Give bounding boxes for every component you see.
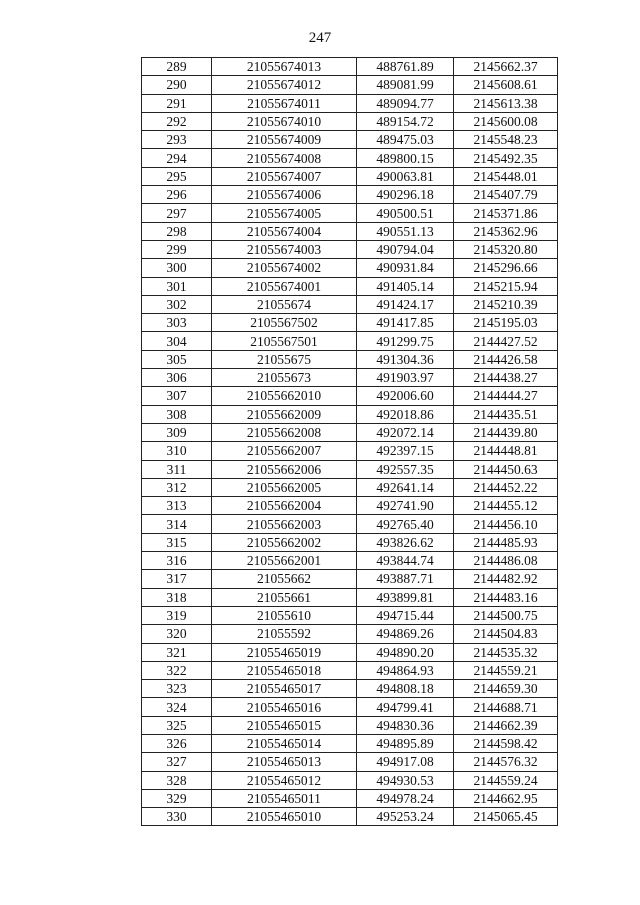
x-coordinate-cell: 489094.77	[357, 94, 454, 112]
x-coordinate-cell: 491424.17	[357, 295, 454, 313]
point-id-cell: 21055674002	[212, 259, 357, 277]
table-row	[142, 332, 558, 350]
x-coordinate-cell: 488761.89	[357, 58, 454, 76]
table-row	[142, 240, 558, 258]
point-id-cell: 2105567501	[212, 332, 357, 350]
x-coordinate-cell: 491304.36	[357, 350, 454, 368]
y-coordinate-cell: 2144444.27	[454, 387, 558, 405]
x-coordinate-cell: 490296.18	[357, 186, 454, 204]
point-id-cell: 21055674013	[212, 58, 357, 76]
y-coordinate-cell: 2144452.22	[454, 478, 558, 496]
y-coordinate-cell: 2144427.52	[454, 332, 558, 350]
y-coordinate-cell: 2145362.96	[454, 222, 558, 240]
point-id-cell: 2105567502	[212, 314, 357, 332]
x-coordinate-cell: 489081.99	[357, 76, 454, 94]
x-coordinate-cell: 490500.51	[357, 204, 454, 222]
x-coordinate-cell: 494978.24	[357, 789, 454, 807]
row-index-cell: 309	[142, 423, 212, 441]
point-id-cell: 21055465014	[212, 734, 357, 752]
x-coordinate-cell: 490551.13	[357, 222, 454, 240]
row-index-cell: 324	[142, 698, 212, 716]
row-index-cell: 315	[142, 533, 212, 551]
row-index-cell: 313	[142, 497, 212, 515]
x-coordinate-cell: 492641.14	[357, 478, 454, 496]
x-coordinate-cell: 491299.75	[357, 332, 454, 350]
x-coordinate-cell: 494930.53	[357, 771, 454, 789]
y-coordinate-cell: 2144435.51	[454, 405, 558, 423]
row-index-cell: 318	[142, 588, 212, 606]
row-index-cell: 330	[142, 808, 212, 826]
point-id-cell: 21055674003	[212, 240, 357, 258]
row-index-cell: 326	[142, 734, 212, 752]
y-coordinate-cell: 2145195.03	[454, 314, 558, 332]
point-id-cell: 21055662009	[212, 405, 357, 423]
point-id-cell: 21055661	[212, 588, 357, 606]
point-id-cell: 21055674008	[212, 149, 357, 167]
y-coordinate-cell: 2145492.35	[454, 149, 558, 167]
x-coordinate-cell: 489800.15	[357, 149, 454, 167]
point-id-cell: 21055465015	[212, 716, 357, 734]
x-coordinate-cell: 489475.03	[357, 131, 454, 149]
row-index-cell: 292	[142, 112, 212, 130]
coordinates-table	[141, 57, 558, 826]
x-coordinate-cell: 493826.62	[357, 533, 454, 551]
x-coordinate-cell: 493899.81	[357, 588, 454, 606]
point-id-cell: 21055662002	[212, 533, 357, 551]
point-id-cell: 21055662008	[212, 423, 357, 441]
table-row	[142, 808, 558, 826]
point-id-cell: 21055465013	[212, 753, 357, 771]
y-coordinate-cell: 2144482.92	[454, 570, 558, 588]
table-row	[142, 515, 558, 533]
y-coordinate-cell: 2145320.80	[454, 240, 558, 258]
row-index-cell: 322	[142, 661, 212, 679]
row-index-cell: 303	[142, 314, 212, 332]
point-id-cell: 21055465016	[212, 698, 357, 716]
table-row	[142, 222, 558, 240]
table-row	[142, 295, 558, 313]
point-id-cell: 21055465011	[212, 789, 357, 807]
row-index-cell: 328	[142, 771, 212, 789]
row-index-cell: 327	[142, 753, 212, 771]
table-row	[142, 167, 558, 185]
point-id-cell: 21055673	[212, 369, 357, 387]
table-row	[142, 369, 558, 387]
table-row	[142, 186, 558, 204]
row-index-cell: 308	[142, 405, 212, 423]
row-index-cell: 294	[142, 149, 212, 167]
point-id-cell: 21055465010	[212, 808, 357, 826]
y-coordinate-cell: 2144483.16	[454, 588, 558, 606]
y-coordinate-cell: 2145371.86	[454, 204, 558, 222]
row-index-cell: 290	[142, 76, 212, 94]
table-row	[142, 680, 558, 698]
x-coordinate-cell: 494895.89	[357, 734, 454, 752]
row-index-cell: 301	[142, 277, 212, 295]
table-body	[142, 58, 558, 826]
y-coordinate-cell: 2144426.58	[454, 350, 558, 368]
table-row	[142, 442, 558, 460]
x-coordinate-cell: 493844.74	[357, 552, 454, 570]
table-row	[142, 588, 558, 606]
table-row	[142, 625, 558, 643]
table-row	[142, 423, 558, 441]
point-id-cell: 21055662006	[212, 460, 357, 478]
point-id-cell: 21055662005	[212, 478, 357, 496]
x-coordinate-cell: 491417.85	[357, 314, 454, 332]
x-coordinate-cell: 489154.72	[357, 112, 454, 130]
row-index-cell: 320	[142, 625, 212, 643]
x-coordinate-cell: 494830.36	[357, 716, 454, 734]
row-index-cell: 298	[142, 222, 212, 240]
row-index-cell: 297	[142, 204, 212, 222]
table-row	[142, 204, 558, 222]
row-index-cell: 291	[142, 94, 212, 112]
point-id-cell: 21055674004	[212, 222, 357, 240]
y-coordinate-cell: 2144559.21	[454, 661, 558, 679]
row-index-cell: 300	[142, 259, 212, 277]
y-coordinate-cell: 2145662.37	[454, 58, 558, 76]
y-coordinate-cell: 2144559.24	[454, 771, 558, 789]
table-row	[142, 460, 558, 478]
x-coordinate-cell: 491903.97	[357, 369, 454, 387]
x-coordinate-cell: 494917.08	[357, 753, 454, 771]
point-id-cell: 21055465017	[212, 680, 357, 698]
table-row	[142, 131, 558, 149]
x-coordinate-cell: 490794.04	[357, 240, 454, 258]
row-index-cell: 323	[142, 680, 212, 698]
point-id-cell: 21055674001	[212, 277, 357, 295]
row-index-cell: 310	[142, 442, 212, 460]
point-id-cell: 21055662	[212, 570, 357, 588]
table-row	[142, 771, 558, 789]
point-id-cell: 21055674005	[212, 204, 357, 222]
y-coordinate-cell: 2144450.63	[454, 460, 558, 478]
y-coordinate-cell: 2144688.71	[454, 698, 558, 716]
x-coordinate-cell: 492741.90	[357, 497, 454, 515]
table-row	[142, 533, 558, 551]
point-id-cell: 21055662003	[212, 515, 357, 533]
x-coordinate-cell: 494890.20	[357, 643, 454, 661]
row-index-cell: 307	[142, 387, 212, 405]
table-row	[142, 314, 558, 332]
y-coordinate-cell: 2145407.79	[454, 186, 558, 204]
x-coordinate-cell: 494799.41	[357, 698, 454, 716]
table-row	[142, 497, 558, 515]
row-index-cell: 325	[142, 716, 212, 734]
table-row	[142, 478, 558, 496]
y-coordinate-cell: 2145548.23	[454, 131, 558, 149]
table-row	[142, 698, 558, 716]
y-coordinate-cell: 2145210.39	[454, 295, 558, 313]
row-index-cell: 289	[142, 58, 212, 76]
page-number: 247	[308, 30, 332, 46]
y-coordinate-cell: 2145600.08	[454, 112, 558, 130]
table-row	[142, 552, 558, 570]
row-index-cell: 296	[142, 186, 212, 204]
point-id-cell: 21055592	[212, 625, 357, 643]
table-row	[142, 643, 558, 661]
y-coordinate-cell: 2144455.12	[454, 497, 558, 515]
table-row	[142, 606, 558, 624]
point-id-cell: 21055662007	[212, 442, 357, 460]
y-coordinate-cell: 2145296.66	[454, 259, 558, 277]
point-id-cell: 21055674006	[212, 186, 357, 204]
row-index-cell: 304	[142, 332, 212, 350]
y-coordinate-cell: 2144500.75	[454, 606, 558, 624]
y-coordinate-cell: 2144485.93	[454, 533, 558, 551]
table-row	[142, 734, 558, 752]
point-id-cell: 21055674	[212, 295, 357, 313]
x-coordinate-cell: 490063.81	[357, 167, 454, 185]
y-coordinate-cell: 2144662.39	[454, 716, 558, 734]
y-coordinate-cell: 2144659.30	[454, 680, 558, 698]
x-coordinate-cell: 495253.24	[357, 808, 454, 826]
point-id-cell: 21055610	[212, 606, 357, 624]
y-coordinate-cell: 2144438.27	[454, 369, 558, 387]
point-id-cell: 21055662004	[212, 497, 357, 515]
x-coordinate-cell: 492018.86	[357, 405, 454, 423]
row-index-cell: 311	[142, 460, 212, 478]
table-row	[142, 149, 558, 167]
table-row	[142, 570, 558, 588]
point-id-cell: 21055662010	[212, 387, 357, 405]
y-coordinate-cell: 2144504.83	[454, 625, 558, 643]
y-coordinate-cell: 2144662.95	[454, 789, 558, 807]
row-index-cell: 321	[142, 643, 212, 661]
row-index-cell: 329	[142, 789, 212, 807]
x-coordinate-cell: 494715.44	[357, 606, 454, 624]
table-row	[142, 350, 558, 368]
row-index-cell: 316	[142, 552, 212, 570]
x-coordinate-cell: 492072.14	[357, 423, 454, 441]
point-id-cell: 21055465018	[212, 661, 357, 679]
row-index-cell: 317	[142, 570, 212, 588]
y-coordinate-cell: 2144456.10	[454, 515, 558, 533]
row-index-cell: 306	[142, 369, 212, 387]
x-coordinate-cell: 493887.71	[357, 570, 454, 588]
row-index-cell: 305	[142, 350, 212, 368]
x-coordinate-cell: 490931.84	[357, 259, 454, 277]
table-row	[142, 405, 558, 423]
y-coordinate-cell: 2144486.08	[454, 552, 558, 570]
point-id-cell: 21055674010	[212, 112, 357, 130]
x-coordinate-cell: 494869.26	[357, 625, 454, 643]
y-coordinate-cell: 2144535.32	[454, 643, 558, 661]
y-coordinate-cell: 2144439.80	[454, 423, 558, 441]
y-coordinate-cell: 2144598.42	[454, 734, 558, 752]
row-index-cell: 312	[142, 478, 212, 496]
y-coordinate-cell: 2145448.01	[454, 167, 558, 185]
y-coordinate-cell: 2144448.81	[454, 442, 558, 460]
x-coordinate-cell: 494864.93	[357, 661, 454, 679]
point-id-cell: 21055674007	[212, 167, 357, 185]
row-index-cell: 295	[142, 167, 212, 185]
point-id-cell: 21055465012	[212, 771, 357, 789]
x-coordinate-cell: 492557.35	[357, 460, 454, 478]
row-index-cell: 302	[142, 295, 212, 313]
y-coordinate-cell: 2145608.61	[454, 76, 558, 94]
point-id-cell: 21055674009	[212, 131, 357, 149]
table-row	[142, 789, 558, 807]
row-index-cell: 314	[142, 515, 212, 533]
table-row	[142, 112, 558, 130]
row-index-cell: 319	[142, 606, 212, 624]
x-coordinate-cell: 492397.15	[357, 442, 454, 460]
y-coordinate-cell: 2145215.94	[454, 277, 558, 295]
table-row	[142, 277, 558, 295]
point-id-cell: 21055662001	[212, 552, 357, 570]
table-row	[142, 753, 558, 771]
row-index-cell: 293	[142, 131, 212, 149]
x-coordinate-cell: 491405.14	[357, 277, 454, 295]
x-coordinate-cell: 492765.40	[357, 515, 454, 533]
table-row	[142, 661, 558, 679]
table-row	[142, 76, 558, 94]
y-coordinate-cell: 2144576.32	[454, 753, 558, 771]
x-coordinate-cell: 492006.60	[357, 387, 454, 405]
table-row	[142, 716, 558, 734]
point-id-cell: 21055675	[212, 350, 357, 368]
table-row	[142, 259, 558, 277]
x-coordinate-cell: 494808.18	[357, 680, 454, 698]
point-id-cell: 21055674012	[212, 76, 357, 94]
y-coordinate-cell: 2145065.45	[454, 808, 558, 826]
point-id-cell: 21055465019	[212, 643, 357, 661]
point-id-cell: 21055674011	[212, 94, 357, 112]
table-row	[142, 94, 558, 112]
row-index-cell: 299	[142, 240, 212, 258]
table-row	[142, 58, 558, 76]
table-row	[142, 387, 558, 405]
y-coordinate-cell: 2145613.38	[454, 94, 558, 112]
